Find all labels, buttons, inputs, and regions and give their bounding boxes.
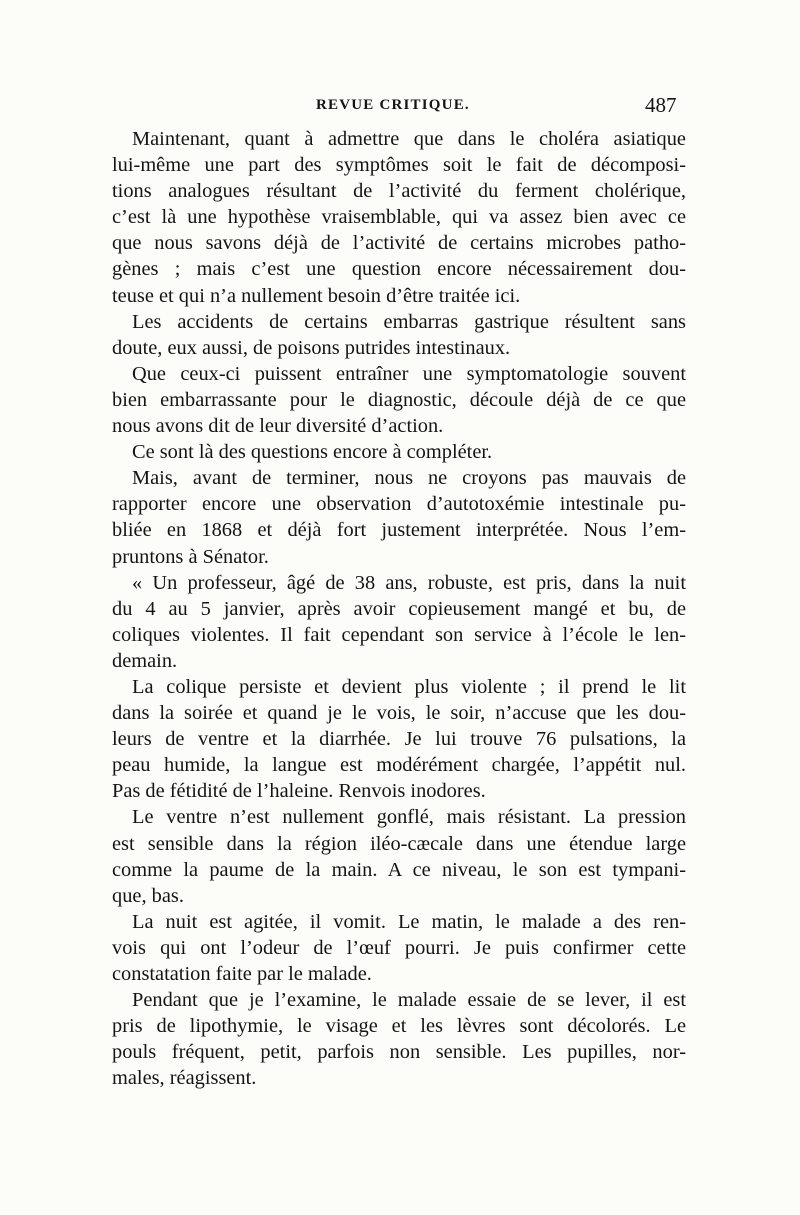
text-line: nous avons dit de leur diversité d’action. [112,415,444,438]
text-line: pruntons à Sénator. [112,545,269,568]
text-line: que nous savons déjà de l’activité de certains microbes patho- [112,232,686,255]
text-line: Les accidents de certains embarras gastrique résultent sans [132,310,686,333]
text-line: teuse et qui n’a nullement besoin d’être traitée ici. [112,284,521,307]
text-line: gènes ; mais c’est une question encore nécessairement dou- [112,258,686,281]
running-title: REVUE CRITIQUE. [316,97,470,113]
text-line: que, bas. [112,884,184,907]
text-line: Mais, avant de terminer, nous ne croyons pas mauvais de [132,467,686,490]
page-number: 487 [645,93,677,117]
text-line: constatation faite par le malade. [112,963,372,985]
text-line: Pas de fétidité de l’haleine. Renvois inodores. [112,780,486,803]
text-line: Que ceux-ci puissent entraîner une symptomatologie souvent [132,362,686,385]
text-line: du 4 au 5 janvier, après avoir copieusement mangé et bu, de [112,597,686,620]
text-line: peau humide, la langue est modérément chargée, l’appétit nul. [112,754,686,777]
text-line: bliée en 1868 et déjà fort justement interprétée. Nous l’em- [112,519,686,542]
text-line: La colique persiste et devient plus violente ; il prend le lit [132,675,686,698]
text-line: c’est là une hypothèse vraisemblable, qui va assez bien avec ce [112,206,686,229]
body-text [112,126,686,1091]
text-line: pris de lipothymie, le visage et les lèvres sont décolorés. Le [112,1015,686,1038]
text-line: rapporter encore une observation d’autotoxémie intestinale pu- [112,493,686,516]
text-line: leurs de ventre et la diarrhée. Je lui trouve 76 pulsations, la [112,728,686,751]
text-line: comme la paume de la main. A ce niveau, le son est tympani- [112,858,686,881]
text-line: La nuit est agitée, il vomit. Le matin, le malade a des ren- [132,910,686,933]
text-line: dans la soirée et quand je le vois, le soir, n’accuse que les dou- [112,702,686,725]
text-line: est sensible dans la région iléo-cæcale dans une étendue large [112,832,686,855]
text-line: tions analogues résultant de l’activité du ferment cholérique, [112,180,686,203]
text-line: pouls fréquent, petit, parfois non sensible. Les pupilles, nor- [112,1041,686,1064]
text-line: Ce sont là des questions encore à compléter. [132,441,493,464]
text-line: Pendant que je l’examine, le malade essaie de se lever, il est [132,989,686,1012]
text-line: « Un professeur, âgé de 38 ans, robuste, est pris, dans la nuit [132,571,686,594]
text-line: bien embarrassante pour le diagnostic, découle déjà de ce que [112,388,686,411]
text-line: doute, eux aussi, de poisons putrides intestinaux. [112,336,511,359]
text-line: demain. [112,649,178,672]
text-line: coliques violentes. Il fait cependant son service à l’école le len- [112,623,686,646]
running-head [0,93,800,121]
text-line: vois qui ont l’odeur de l’œuf pourri. Je puis confirmer cette [112,936,686,959]
text-line: males, réagissent. [112,1067,257,1090]
text-line: lui-même une part des symptômes soit le fait de décomposi- [112,154,686,177]
text-line: Maintenant, quant à admettre que dans le choléra asiatique [132,128,686,150]
text-line: Le ventre n’est nullement gonflé, mais résistant. La pression [132,806,686,829]
